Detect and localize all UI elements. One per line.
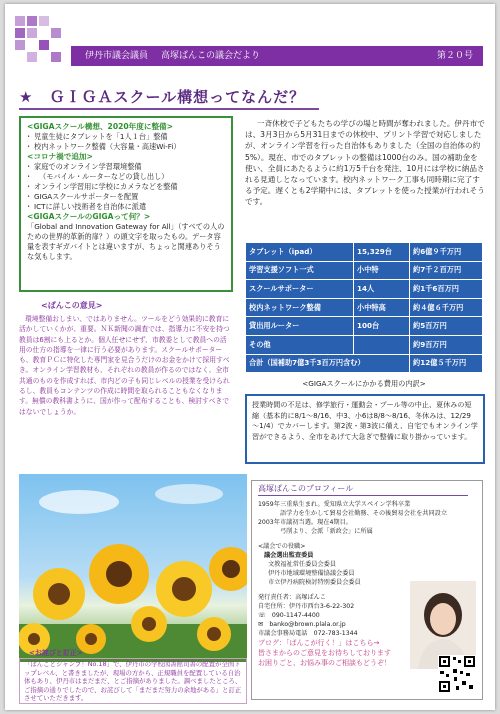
list-item: ・ （モバイル・ルーターなどの貸し出し） <box>27 172 225 182</box>
table-cell <box>354 335 410 354</box>
header-subtitle: 高塚ぱんこの議会だより <box>161 51 261 61</box>
table-cell: 小中特高 <box>354 298 410 317</box>
corona-heading: <コロナ禍で追加> <box>27 152 93 161</box>
correction-title: <お詫びと訂正> <box>29 649 83 657</box>
table-row <box>246 261 483 280</box>
table-cell: 100台 <box>354 317 410 336</box>
bio-row <box>258 500 476 509</box>
table-cell: スクールサポーター <box>246 280 354 299</box>
table-cell: 約6億９千万円 <box>410 243 483 262</box>
bio-year: 1959年 <box>258 501 280 508</box>
contact-line: ✉ banko@brown.plala.or.jp <box>258 621 346 628</box>
contact-line: ☏ 090-1147-4400 <box>258 612 320 619</box>
giga-info-box <box>19 116 233 292</box>
bio-year <box>258 527 280 536</box>
title-divider <box>19 108 319 110</box>
bio-year: 2003年 <box>258 519 280 526</box>
roles-heading: <議会での役職> <box>258 543 306 550</box>
table-cell: 約9百万円 <box>410 335 483 354</box>
contact-line: 発行責任者：高塚ぱんこ <box>258 594 327 601</box>
qr-code[interactable] <box>438 655 476 693</box>
newsletter-page <box>5 4 495 710</box>
decorative-squares <box>15 16 71 68</box>
bio-row <box>258 527 476 536</box>
cost-table <box>245 242 483 373</box>
table-cell: 約1千6百万円 <box>410 280 483 299</box>
table-row <box>246 317 483 336</box>
table-cell: 校内ネットワーク整備 <box>246 298 354 317</box>
summer-schedule-box: 授業時間の不足は、修学旅行・運動会・プール等の中止、夏休みの短縮（基本的に8/1～8/16、中3、小6は8/8～8/16、冬休みは、12/29～1/4）でカバーします。第2波・第3波に備え、自宅でもオンライン学習ができるよう、全市をあげて大急ぎで整備に取り掛かっています。 <box>245 394 485 464</box>
table-cell: その他 <box>246 335 354 354</box>
bio-row <box>258 509 476 518</box>
correction-box: 「ぱんことジャンプ！No.18」で、伊丹市の学校図書館司書の配置が全国トップレベル、と書きましたが、現場の方から、正規職員を配置している自治体もあり、伊丹市はまだまだ、とご指摘がありました。調べましたところ、ご指摘の通りでしたので、お詫びして「まだまだ努力の余地がある」と訂正させていただきます。 <box>19 658 247 704</box>
table-row <box>246 335 483 354</box>
header-org: 伊丹市議会議員 <box>85 51 149 61</box>
list-item: ・ 校内ネットワーク整備（大容量・高速Wi-Fi） <box>27 142 225 152</box>
header-bar <box>71 46 483 66</box>
bio-year <box>258 509 280 518</box>
total-label: 合計（国補助7億3千3百万円含む） <box>246 354 410 373</box>
plan-heading: <GIGAスクール構想、2020年度に整備> <box>27 122 174 131</box>
intro-paragraph: 一斉休校で子どもたちの学びの場と時間が奪われました。伊丹市では、3月3日から5月31日までの休校中、プリント学習で対応しましたが、オンライン学習を行った自治体もありました（全国の自治体の約5%）。現在、市でのタブレットの整備は1000台のみ。国の補助金を使い、全員にあたるように約1万5千台を発注、10月には学校に納品される見通しとなっています。校内ネットワーク工事も同時期に完了する予定。遅くとも2学期中には、タブレットを使った授業が行われそうです。 <box>245 119 485 207</box>
profile-box <box>251 480 483 700</box>
table-cell: 約7千２百万円 <box>410 261 483 280</box>
contact-line: 自宅住所：伊丹市西台3-6-22-302 <box>258 603 355 610</box>
what-heading: <GIGAスクールのGIGAって何？> <box>27 212 151 221</box>
opinion-title: <ぱんこの意見> <box>41 301 103 310</box>
list-item: ・ GIGAスクールサポーターを配置 <box>27 192 225 202</box>
table-row <box>246 298 483 317</box>
blog-line: お困りごと、お悩み事のご相談もどうぞ！ <box>258 659 391 667</box>
page-title: ★ ＧＩＧＡスクール構想ってなんだ？ <box>19 88 306 106</box>
list-item: ・ ICTに詳しい技術者を自治体に派遣 <box>27 202 225 212</box>
bio-row <box>258 518 476 527</box>
header-banner <box>15 46 483 66</box>
contact-line: 市議会事務局電話 072-783-1344 <box>258 630 358 637</box>
sunflower-image <box>19 474 247 662</box>
issue-number: 第２０号 <box>436 51 473 61</box>
bio-text: 三重県生まれ。愛知県立大学スペイン学科卒業 <box>280 501 411 508</box>
table-cell: 貸出用ルーター <box>246 317 354 336</box>
bio-text: 語学力を生かして貿易会社勤務、その後貿易会社を共同設立 <box>280 510 448 517</box>
list-item: ・ 家庭でのオンライン学習環境整備 <box>27 162 225 172</box>
qr-code-icon <box>438 655 476 693</box>
corona-list <box>27 162 225 212</box>
total-value: 約12億５千万円 <box>410 354 483 373</box>
what-text: 「Global and Innovation Gateway for All」（すべての人のための世界的革新的扉？）の頭文字を取ったもの。データ容量を表すギガバイトとは違いますが、ちょっと関連ありそうな気もします。 <box>27 222 225 261</box>
table-cell: 約5百万円 <box>410 317 483 336</box>
profile-title: 高塚ぱんこのプロフィール <box>258 484 354 493</box>
table-total-row <box>246 354 483 373</box>
table-cell: タブレット（ipad） <box>246 243 354 262</box>
blog-link[interactable]: ブログ：「ぱんこが行く！」はこちら→ <box>258 639 380 647</box>
table-caption: <GIGAスクールにかかる費用の内訳> <box>302 379 426 388</box>
bio-text: 市議初当選。現在4期目。 <box>280 519 352 526</box>
table-cell: 学習支援ソフト一式 <box>246 261 354 280</box>
table-row <box>246 280 483 299</box>
table-cell: 小中特 <box>354 261 410 280</box>
opinion-text: 環境整備おしまい、ではありません。ツールをどう効果的に教育に活かしていくかが、重要。ＮＫ新聞の調査では、指導力に不安を持つ教員は6割にも上るとか。個人任せにせず、市教委として教員への活用の仕方の指導を一律に行う必要があります。スクールサポーターも、教育ＰＣに特化した専門家を見合うだけのお金をかけて採用すべき。オンライン学習教材も、それぞれの教員が作るのではなく、全市共通のものを作成すれば、市内どの子も同じレベルの授業を受けられるし、教員もコンテンツの作成に時間を取られることもなくなります。無償の教科書ように、国が作って配布することも、検討すべきではないでしょうか。 <box>19 315 230 416</box>
table-cell: 14人 <box>354 280 410 299</box>
list-item: 文教福祉常任委員会委員 <box>268 561 337 568</box>
role-main: 議会選出監査委員 <box>264 552 314 559</box>
list-item: ・ 児童生徒にタブレットを「1人１台」整備 <box>27 132 225 142</box>
profile-divider <box>258 495 468 496</box>
list-item: 伊丹市地域環境整備協議会委員 <box>268 570 355 577</box>
list-item: 市立伊丹病院検討特別委員会委員 <box>268 579 361 586</box>
plan-list <box>27 132 225 152</box>
table-row <box>246 243 483 262</box>
sunflower-field-icon <box>19 474 247 662</box>
table-cell: 15,329台 <box>354 243 410 262</box>
bio-text: 弓削より、会派「新政会」に所属 <box>280 528 373 535</box>
blog-line: 皆さまからのご意見をお待ちしております <box>258 649 391 657</box>
list-item: ・ オンライン学習用に学校にカメラなどを整備 <box>27 182 225 192</box>
table-cell: 約４億６千万円 <box>410 298 483 317</box>
